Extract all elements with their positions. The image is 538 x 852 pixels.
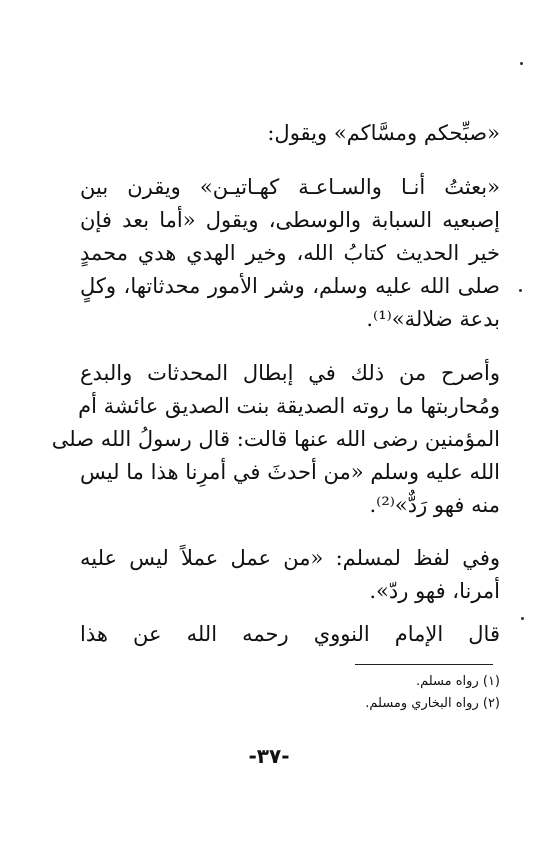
body-line: وفي لفظ لمسلم: «من عمل عملاً ليس عليه [80, 546, 500, 570]
body-line: المؤمنين رضى الله عنها قالت: قال رسولُ الله صلى [51, 427, 500, 451]
body-line: «صبِّحكم ومسَّاكم» ويقول: [267, 121, 500, 145]
body-line: ومُحاربتها ما روته الصديقة بنت الصديق عائشة أم [78, 394, 500, 418]
margin-speck [519, 289, 522, 292]
body-line: منه فهو رَدٌّ»⁽²⁾. [369, 493, 500, 517]
body-line: صلى الله عليه وسلم، وشر الأمور محدثاتها، وكلٍ [80, 274, 500, 298]
footnote-2: (٢) رواه البخاري ومسلم. [365, 696, 500, 711]
body-line: وأصرح من ذلك في إبطال المحدثات والبدع [80, 361, 500, 385]
body-line: «بعثتُ أنـا والسـاعـة كهـاتيـن» ويقرن بين [80, 175, 500, 199]
body-line: قال الإمام النووي رحمه الله عن هذا [80, 622, 500, 646]
margin-speck [520, 62, 523, 65]
body-line: خير الحديث كتابُ الله، وخير الهدي هدي محمدٍ [80, 241, 500, 265]
footnote-separator [355, 664, 493, 665]
body-line: أمرنا، فهو ردّ». [369, 579, 500, 603]
page-number: -٣٧- [248, 744, 290, 768]
footnote-1: (١) رواه مسلم. [415, 674, 500, 689]
margin-speck [521, 617, 524, 620]
body-line: الله عليه وسلم «من أحدثَ في أمرِنا هذا ما ليس [80, 460, 500, 484]
body-line: إصبعيه السبابة والوسطى، ويقول «أما بعد فإن [80, 208, 500, 232]
body-line: بدعة ضلالة»⁽¹⁾. [366, 307, 500, 331]
